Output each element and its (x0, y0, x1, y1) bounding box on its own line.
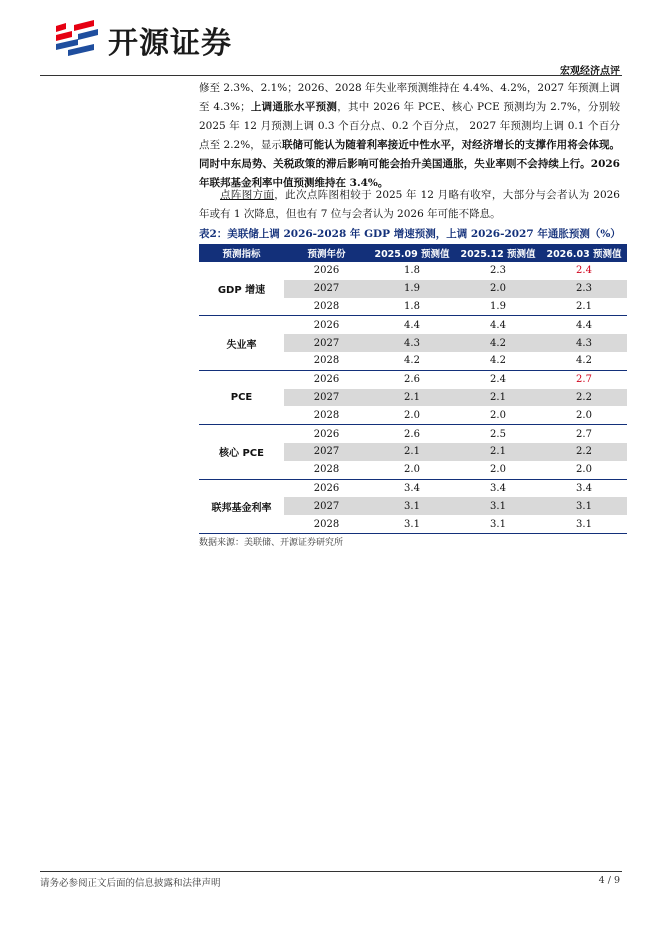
page-number: 4 / 9 (598, 875, 620, 886)
p1-bold-b: 上调通胀水平预测 (250, 101, 338, 113)
table-header-row (199, 244, 627, 262)
value-cell: 2.0 (541, 406, 627, 424)
value-cell: 2.5 (455, 425, 541, 443)
value-cell: 3.4 (369, 479, 455, 497)
value-cell: 4.2 (369, 352, 455, 370)
indicator-cell: GDP 增速 (199, 262, 284, 316)
indicator-cell: 核心 PCE (199, 425, 284, 479)
value-cell: 3.1 (369, 497, 455, 515)
p1-text-a: 修至 2.3%、2.1%；2026、2028 年失业率预测维持在 4.4%、4.2%，2027 年预测上调至 4.3%； (199, 82, 620, 113)
value-cell: 2.3 (541, 280, 627, 298)
value-cell: 1.9 (369, 280, 455, 298)
header-2026-03: 2026.03 预测值 (541, 244, 627, 262)
year-cell: 2028 (284, 298, 369, 316)
value-cell: 4.2 (455, 334, 541, 352)
value-cell: 2.4 (541, 262, 627, 280)
value-cell: 4.2 (541, 352, 627, 370)
table-row (199, 262, 627, 280)
value-cell: 3.1 (541, 497, 627, 515)
year-cell: 2027 (284, 389, 369, 407)
value-cell: 4.3 (541, 334, 627, 352)
value-cell: 3.1 (541, 515, 627, 533)
paragraph-forecast-summary (199, 79, 620, 193)
year-cell: 2027 (284, 334, 369, 352)
value-cell: 3.1 (455, 515, 541, 533)
value-cell: 4.2 (455, 352, 541, 370)
value-cell: 2.6 (369, 425, 455, 443)
year-cell: 2026 (284, 425, 369, 443)
value-cell: 1.8 (369, 262, 455, 280)
value-cell: 2.0 (455, 280, 541, 298)
year-cell: 2028 (284, 515, 369, 533)
footer-divider (40, 871, 622, 872)
header-divider (40, 75, 622, 76)
value-cell: 2.0 (455, 406, 541, 424)
header-2025-12: 2025.12 预测值 (455, 244, 541, 262)
indicator-cell: PCE (199, 370, 284, 424)
value-cell: 2.1 (369, 443, 455, 461)
value-cell: 2.1 (541, 298, 627, 316)
year-cell: 2026 (284, 262, 369, 280)
value-cell: 2.6 (369, 370, 455, 388)
forecast-table (199, 244, 627, 534)
value-cell: 1.8 (369, 298, 455, 316)
year-cell: 2026 (284, 370, 369, 388)
year-cell: 2028 (284, 461, 369, 479)
value-cell: 2.1 (455, 443, 541, 461)
logo-mark-icon (54, 20, 102, 60)
value-cell: 3.1 (369, 515, 455, 533)
year-cell: 2026 (284, 316, 369, 334)
value-cell: 2.3 (455, 262, 541, 280)
year-cell: 2026 (284, 479, 369, 497)
section-tag: 宏观经济点评 (560, 66, 620, 77)
value-cell: 3.4 (541, 479, 627, 497)
value-cell: 2.1 (455, 389, 541, 407)
indicator-cell: 失业率 (199, 316, 284, 370)
value-cell: 4.4 (455, 316, 541, 334)
header-indicator: 预测指标 (199, 244, 284, 262)
header-2025-09: 2025.09 预测值 (369, 244, 455, 262)
value-cell: 2.1 (369, 389, 455, 407)
year-cell: 2027 (284, 497, 369, 515)
table-row (199, 425, 627, 443)
value-cell: 3.1 (455, 497, 541, 515)
value-cell: 2.2 (541, 389, 627, 407)
table-row (199, 370, 627, 388)
value-cell: 2.4 (455, 370, 541, 388)
value-cell: 3.4 (455, 479, 541, 497)
value-cell: 4.3 (369, 334, 455, 352)
table-caption: 表2：美联储上调 2026-2028 年 GDP 增速预测，上调 2026-2027 年通胀预测（%） (199, 228, 621, 240)
value-cell: 2.0 (541, 461, 627, 479)
value-cell: 2.0 (369, 461, 455, 479)
value-cell: 4.4 (541, 316, 627, 334)
table-row (199, 316, 627, 334)
value-cell: 1.9 (455, 298, 541, 316)
value-cell: 2.7 (541, 370, 627, 388)
paragraph-dot-plot (199, 186, 620, 224)
logo-text: 开源证券 (108, 26, 232, 61)
p2-text: ，此次点阵图相较于 2025 年 12 月略有收窄，大部分与会者认为 2026 年或有 1 次降息，但也有 7 位与会者认为 2026 年可能不降息。 (199, 189, 620, 220)
footer-disclaimer: 请务必参阅正文后面的信息披露和法律声明 (40, 878, 221, 889)
value-cell: 2.7 (541, 425, 627, 443)
header-year: 预测年份 (284, 244, 369, 262)
table-row (199, 479, 627, 497)
value-cell: 4.4 (369, 316, 455, 334)
year-cell: 2028 (284, 406, 369, 424)
p2-underline: 点阵图方面 (220, 189, 275, 201)
p1-bold-d: 联储可能认为随着利率接近中性水平，对经济增长的支撑作用将会体现。同时中东局势、关税政策的滞后影响可能会抬升美国通胀，失业率则不会持续上行。2026 年联邦基金利率中值预测维持在 3.4%。 (199, 139, 621, 189)
year-cell: 2028 (284, 352, 369, 370)
data-source: 数据来源：美联储、开源证券研究所 (199, 538, 344, 548)
indicator-cell: 联邦基金利率 (199, 479, 284, 533)
value-cell: 2.0 (369, 406, 455, 424)
p1-text-c: ，其中 2026 年 PCE、核心 PCE 预测均为 2.7%，分别较 2025 年 12 月预测上调 0.3 个百分点、0.2 个百分点， 2027 年预测均上调 0.1 个百分点至 2.2%，显示 (199, 101, 621, 151)
value-cell: 2.0 (455, 461, 541, 479)
value-cell: 2.2 (541, 443, 627, 461)
company-logo (54, 20, 232, 60)
year-cell: 2027 (284, 280, 369, 298)
year-cell: 2027 (284, 443, 369, 461)
